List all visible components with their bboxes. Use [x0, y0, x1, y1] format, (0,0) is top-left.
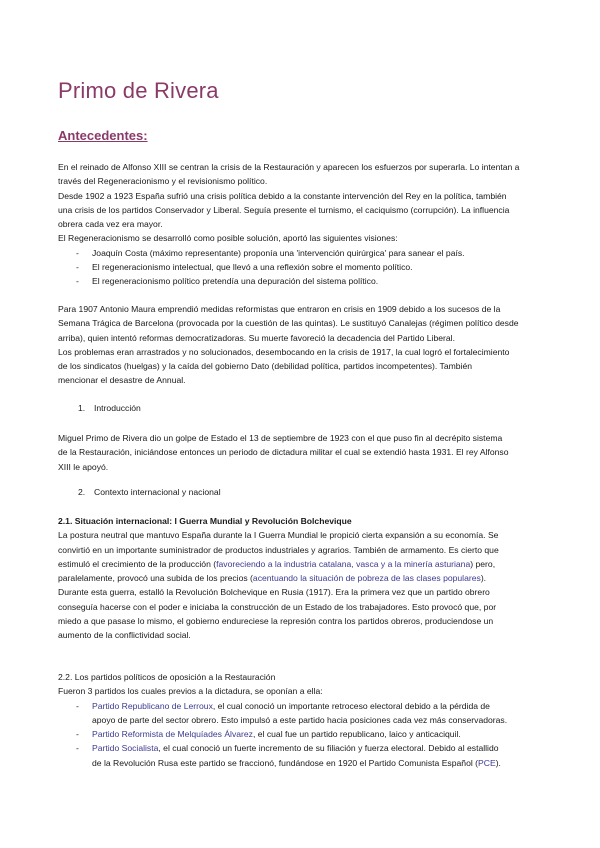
- highlighted-text: favoreciendo a la industria catalana, vasca y a la minería asturiana: [216, 558, 471, 569]
- text-line: [58, 571, 546, 585]
- text-line: En el reinado de Alfonso XIII se centran la crisis de la Restauración y aparecen los esfuerzos por superarla. Lo intentan a: [58, 162, 520, 172]
- text-span: ) pero,: [470, 558, 496, 569]
- section-2-heading: [78, 487, 221, 497]
- text-span: estimuló el crecimiento de la producción (: [58, 558, 217, 569]
- antecedentes-heading: Antecedentes:: [58, 128, 148, 143]
- text-span: apoyo de parte del sector obrero. Esto impulsó a este partido hacia posiciones cada vez más conservadoras.: [92, 714, 508, 725]
- highlighted-text: acentuando la situación de pobreza de las clases populares: [252, 573, 481, 584]
- text-line: Semana Trágica de Barcelona (provocada por la cuestión de las quintas). Le sustituyó Canalejas (régimen político desde: [58, 318, 519, 329]
- text-line: través del Regeneracionismo y el revisionismo político.: [58, 176, 268, 187]
- text-span: ).: [480, 573, 487, 584]
- bullet-dash: -: [76, 743, 79, 754]
- highlighted-text: Partido Socialista: [92, 743, 159, 754]
- subsection-2-1: [58, 514, 546, 643]
- introduccion-paragraph: [58, 431, 546, 474]
- text-line: aumento de la conflictividad social.: [58, 630, 191, 641]
- list-item: [58, 741, 546, 770]
- text-line: XIII le apoyó.: [58, 461, 109, 472]
- section-1-heading: [78, 403, 141, 413]
- bullet-dash: -: [76, 276, 79, 287]
- bullet-dash: -: [76, 262, 79, 273]
- antecedentes-paragraph-1: [58, 160, 546, 289]
- bullet-dash: -: [76, 247, 79, 258]
- text-line: conseguía hacerse con el poder e iniciaba la construcción de un Estado de los trabajadores. Esto provocó que, por: [58, 601, 497, 612]
- section-title: Contexto internacional y nacional: [94, 487, 221, 497]
- list-item-text: El regeneracionismo intelectual, que llevó a una reflexión sobre el momento político.: [92, 262, 413, 273]
- text-line: arriba), quien intentó reformas democratizadoras. Su muerte favoreció la decadencia del Partido Liberal.: [58, 332, 455, 343]
- section-number: 1.: [78, 403, 86, 413]
- list-item-text: El regeneracionismo político pretendía una depuración del sistema político.: [92, 276, 379, 287]
- list-item: [58, 699, 546, 728]
- text-line: Los problemas eran arrastrados y no solucionados, desembocando en la crisis de 1917, la cual logró el fortalecimiento: [58, 346, 510, 357]
- text-span: , el cual conoció un fuerte incremento de su filiación y fuerza electoral. Debido al estallido: [158, 743, 499, 754]
- text-line: de la Restauración, iniciándose entonces un periodo de dictadura militar el cual se extendió hasta 1931. El rey Alfonso: [58, 447, 509, 458]
- text-span: ).: [495, 757, 501, 768]
- text-line: convirtió en un importante suministrador de productos industriales y agrarios. También de armamento. Es cierto que: [58, 544, 499, 555]
- list-item: [58, 274, 546, 288]
- text-line: [58, 557, 546, 571]
- text-line: miedo a que pasase lo mismo, el gobierno endureciese la represión contra los partidos obreros, produciendose un: [58, 616, 494, 627]
- list-item: [58, 260, 546, 274]
- text-line: Desde 1902 a 1923 España sufrió una crisis política debido a la constante intervención del Rey en la política, también: [58, 190, 507, 201]
- parties-list: [58, 699, 546, 770]
- text-line: una crisis de los partidos Conservador y Liberal. Seguía presente el turnismo, el caciquismo (corrupción). La influencia: [58, 204, 510, 215]
- page-title: Primo de Rivera: [58, 78, 219, 103]
- text-line: Para 1907 Antonio Maura emprendió medidas reformistas que entraron en crisis en 1909 debido a los sucesos de la: [58, 304, 501, 314]
- section-title: Introducción: [94, 403, 141, 413]
- text-line: Durante esta guerra, estalló la Revolución Bolchevique en Rusia (1917). Era la primera vez que un partido obrero: [58, 587, 490, 598]
- text-line: El Regeneracionismo se desarrolló como posible solución, aportó las siguientes visiones:: [58, 233, 398, 244]
- section-number: 2.: [78, 487, 86, 497]
- text-span: paralelamente, provocó una subida de los precios (: [58, 573, 253, 584]
- text-span: de la Revolución Rusa este partido se fraccionó, fundándose en 1920 el Partido Comunista Español (: [92, 757, 479, 768]
- text-line: La postura neutral que mantuvo España durante la I Guerra Mundial le propició cierta expansión a su economía. Se: [58, 530, 499, 541]
- list-item: [58, 246, 546, 260]
- bullet-dash: -: [76, 729, 79, 740]
- subsection-heading: 2.1. Situación internacional: I Guerra Mundial y Revolución Bolchevique: [58, 516, 352, 526]
- text-span: , el cual fue un partido republicano, laico y anticaciquil.: [252, 729, 461, 740]
- text-line: Miguel Primo de Rivera dio un golpe de Estado el 13 de septiembre de 1923 con el que puso fin al decrépito sistema: [58, 433, 503, 443]
- subsection-2-2: [58, 670, 546, 770]
- highlighted-text: Partido Reformista de Melquíades Álvarez: [92, 729, 253, 740]
- text-line: mencionar el desastre de Annual.: [58, 375, 186, 386]
- subsection-heading: 2.2. Los partidos políticos de oposición a la Restauración: [58, 672, 276, 682]
- list-item: [58, 727, 546, 741]
- bullet-dash: -: [76, 700, 79, 711]
- text-line: Fueron 3 partidos los cuales previos a la dictadura, se oponían a ella:: [58, 686, 323, 697]
- highlighted-text: PCE: [478, 757, 496, 768]
- list-item-text: Joaquín Costa (máximo representante) proponía una 'intervención quirúrgica' para sanear el país.: [92, 247, 465, 258]
- text-line: de los sindicatos (huelgas) y la caída del gobierno Dato (debilidad política, partidos incompetentes). También: [58, 361, 473, 372]
- visions-list: [58, 246, 546, 289]
- antecedentes-paragraph-2: [58, 302, 546, 388]
- text-line: obrera cada vez era mayor.: [58, 219, 163, 230]
- highlighted-text: Partido Republicano de Lerroux: [92, 700, 213, 711]
- text-span: , el cual conoció un importante retroceso electoral debido a la pérdida de: [212, 700, 490, 711]
